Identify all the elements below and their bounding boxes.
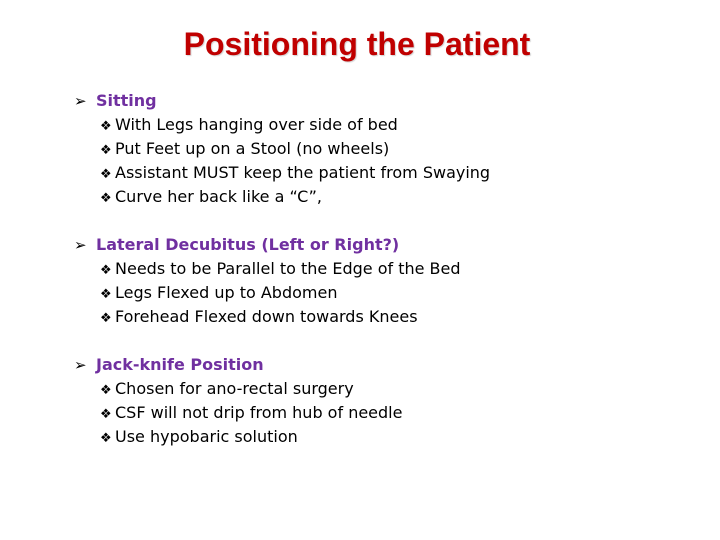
list-item: ❖ Needs to be Parallel to the Edge of the Bed (100, 257, 461, 281)
diamond-bullet-icon: ❖ (100, 311, 112, 326)
slide-title: Positioning the Patient (183, 26, 531, 62)
list-item: ❖ Forehead Flexed down towards Knees (100, 305, 461, 329)
list-item: ❖ Put Feet up on a Stool (no wheels) (100, 137, 490, 161)
diamond-bullet-icon: ❖ (100, 383, 112, 398)
diamond-bullet-icon: ❖ (100, 431, 112, 446)
diamond-bullet-icon: ❖ (100, 263, 112, 278)
section-heading: ➢ Jack-knife Position (74, 353, 402, 377)
list-item: ❖ With Legs hanging over side of bed (100, 113, 490, 137)
list-item: ❖ Assistant MUST keep the patient from Swaying (100, 161, 490, 185)
list-item: ❖ Use hypobaric solution (100, 425, 402, 449)
diamond-bullet-icon: ❖ (100, 407, 112, 422)
list-item: ❖ Curve her back like a “C”, (100, 185, 490, 209)
diamond-bullet-icon: ❖ (100, 287, 112, 302)
arrowhead-bullet-icon: ➢ (74, 93, 87, 110)
section-heading: ➢ Lateral Decubitus (Left or Right?) (74, 233, 461, 257)
section-jack-knife (74, 353, 402, 449)
list-item: ❖ Legs Flexed up to Abdomen (100, 281, 461, 305)
list-item: ❖ CSF will not drip from hub of needle (100, 401, 402, 425)
section-sitting (74, 89, 490, 209)
list-item: ❖ Chosen for ano-rectal surgery (100, 377, 402, 401)
diamond-bullet-icon: ❖ (100, 167, 112, 182)
diamond-bullet-icon: ❖ (100, 191, 112, 206)
arrowhead-bullet-icon: ➢ (74, 237, 87, 254)
arrowhead-bullet-icon: ➢ (74, 357, 87, 374)
section-lateral-decubitus (74, 233, 461, 329)
diamond-bullet-icon: ❖ (100, 119, 112, 134)
diamond-bullet-icon: ❖ (100, 143, 112, 158)
section-heading: ➢ Sitting (74, 89, 490, 113)
